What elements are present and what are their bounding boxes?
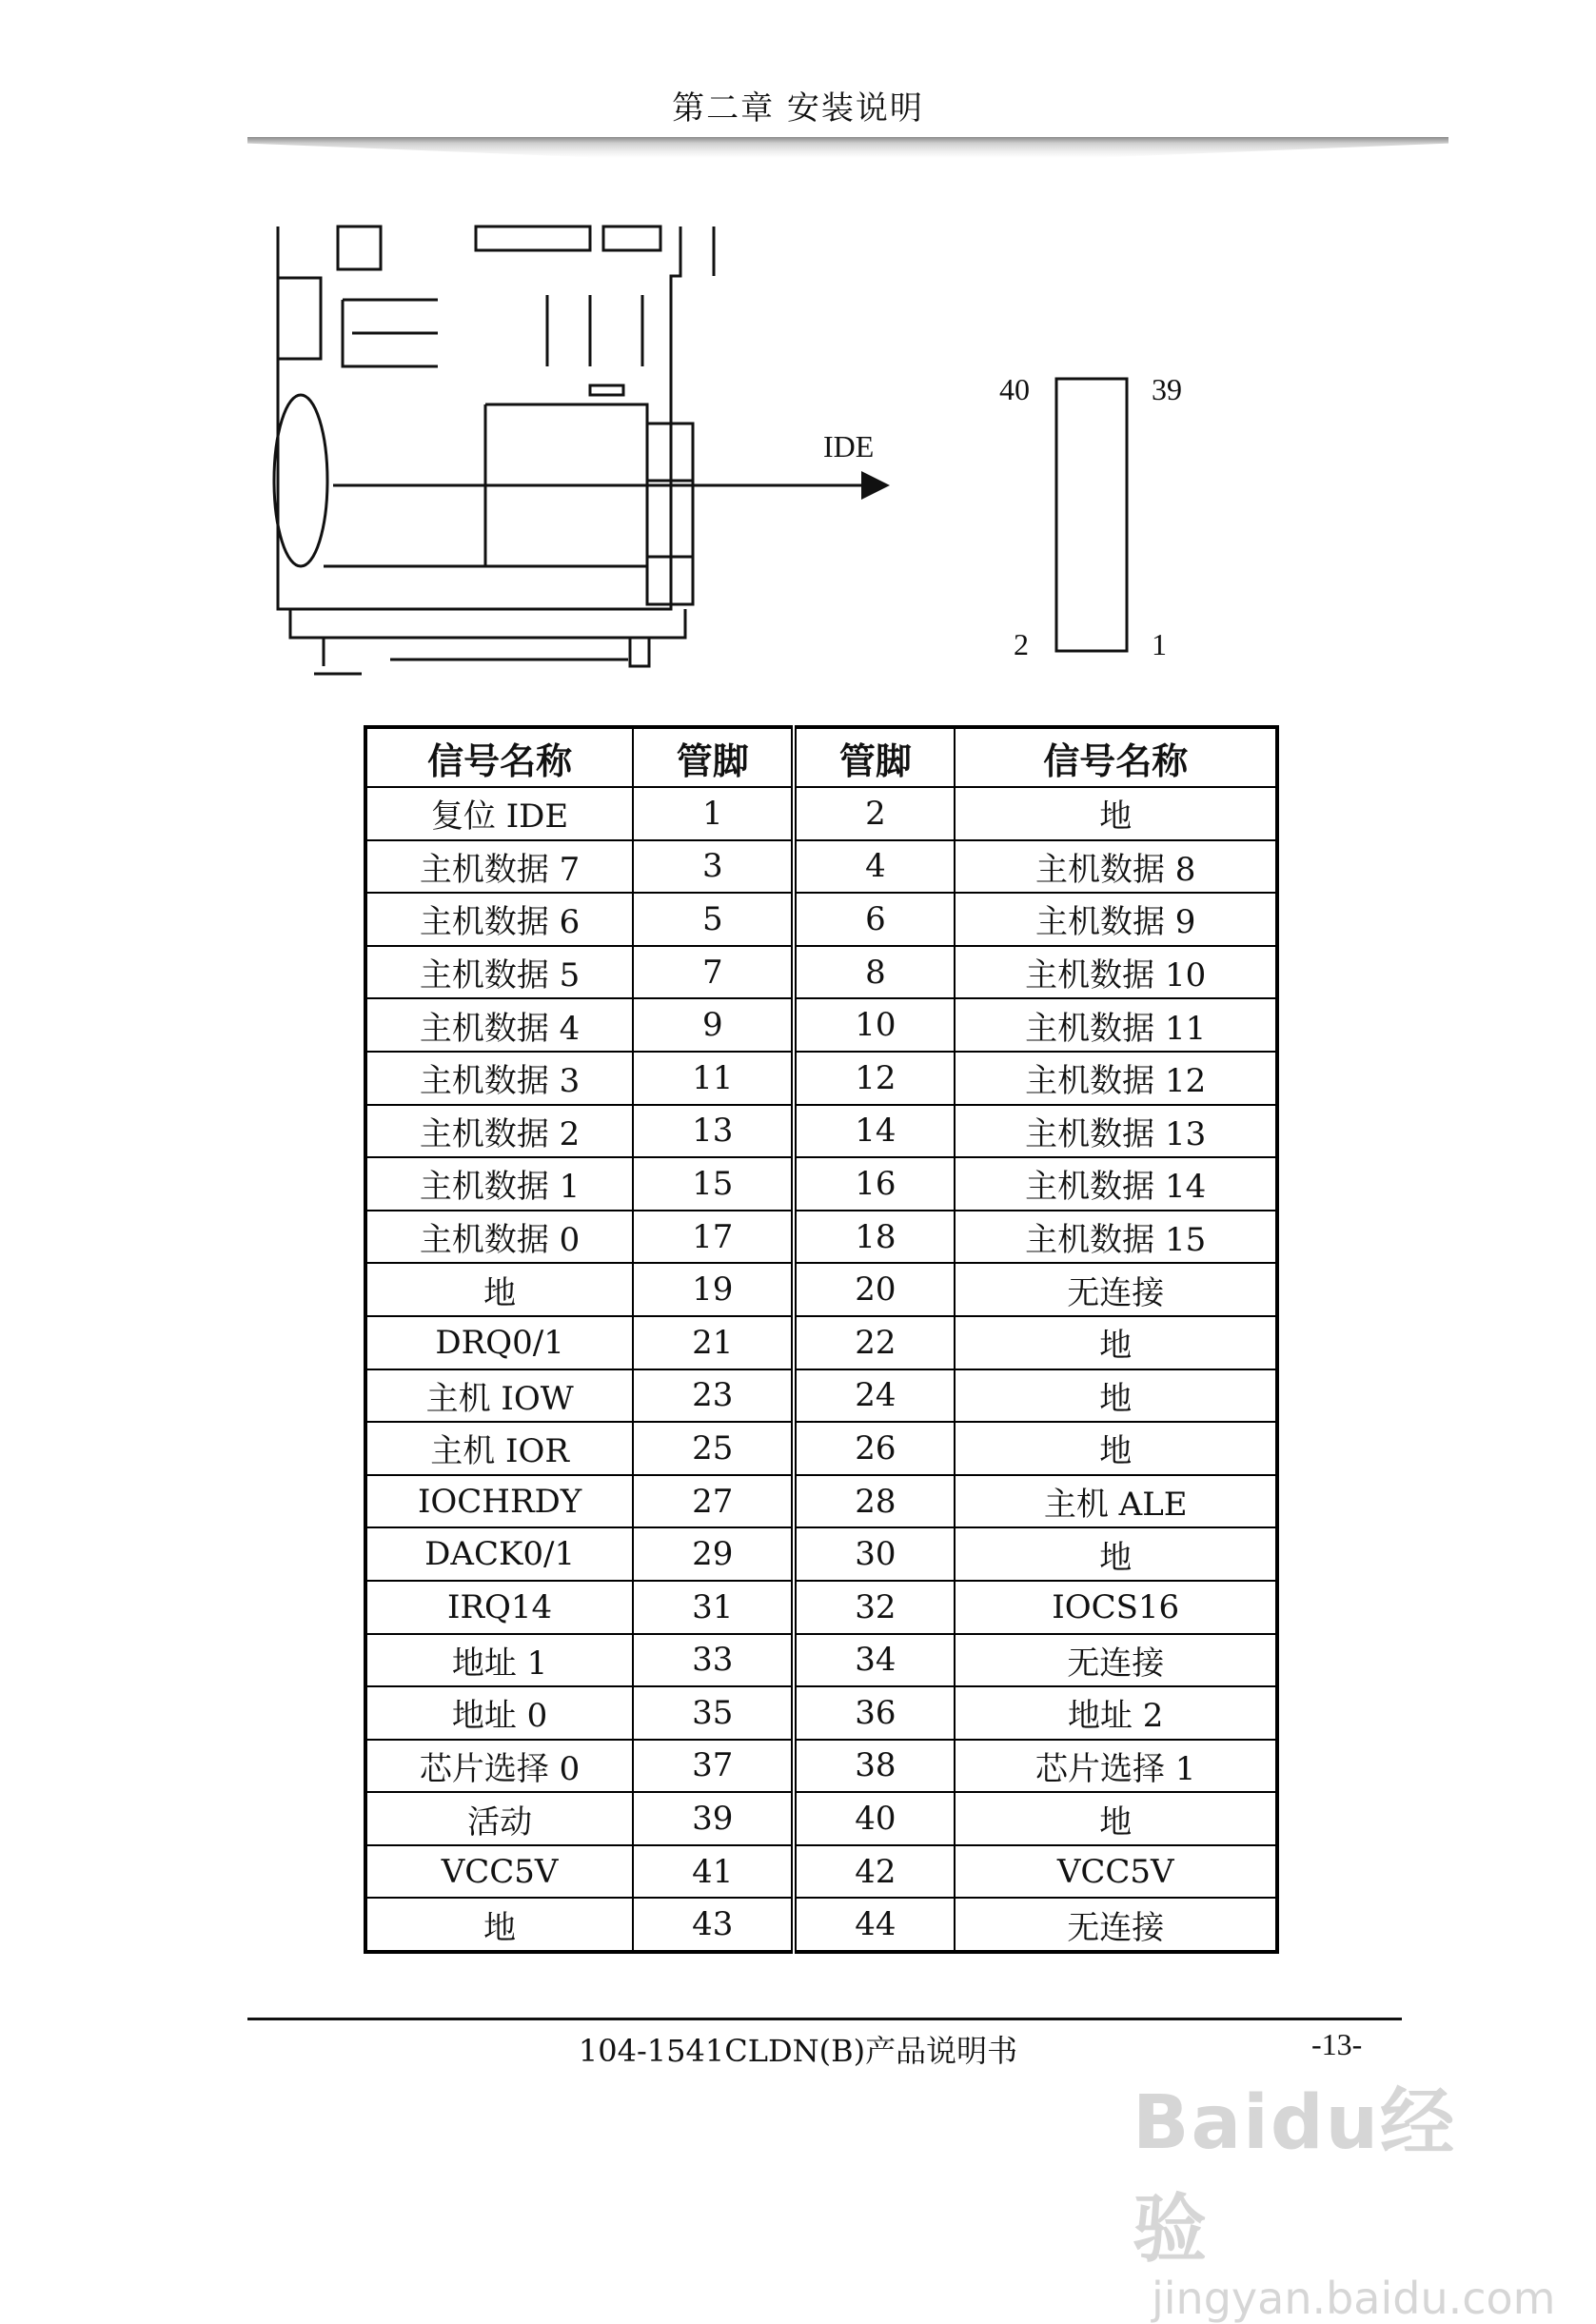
table-row — [365, 1527, 1277, 1581]
cell-signal-left: 主机数据 6 — [365, 893, 633, 946]
cell-signal-left: DACK0/1 — [365, 1527, 633, 1581]
table-row — [365, 1898, 1277, 1952]
cell-pin-left: 33 — [633, 1634, 794, 1687]
cell-pin-right: 30 — [794, 1527, 955, 1581]
cell-signal-right: 芯片选择 1 — [955, 1740, 1277, 1793]
cell-signal-right: 地 — [955, 1527, 1277, 1581]
page-number: -13- — [1311, 2027, 1363, 2061]
cell-pin-left: 7 — [633, 946, 794, 999]
cell-pin-right: 22 — [794, 1316, 955, 1369]
cell-signal-right: 主机数据 11 — [955, 998, 1277, 1052]
cell-pin-right: 34 — [794, 1634, 955, 1687]
cell-signal-right: 主机数据 13 — [955, 1105, 1277, 1158]
cell-pin-left: 13 — [633, 1105, 794, 1158]
cell-pin-left: 17 — [633, 1211, 794, 1264]
cell-signal-right: 主机数据 14 — [955, 1157, 1277, 1211]
table-row — [365, 1845, 1277, 1899]
cell-pin-left: 15 — [633, 1157, 794, 1211]
col-header-pin-left: 管脚 — [633, 727, 794, 787]
baidu-watermark — [1133, 2063, 1556, 2324]
pin-40-label: 40 — [999, 372, 1030, 406]
footer-doc-title: 104-1541CLDN(B)产品说明书 — [578, 2033, 1018, 2069]
cell-signal-left: 主机数据 2 — [365, 1105, 633, 1158]
motherboard-outline — [274, 226, 714, 674]
cell-signal-left: 地 — [365, 1263, 633, 1316]
watermark-logo: Baidu经验 — [1133, 2080, 1457, 2273]
cell-pin-left: 1 — [633, 787, 794, 840]
table-row — [365, 1581, 1277, 1634]
table-row — [365, 1634, 1277, 1687]
cell-pin-right: 20 — [794, 1263, 955, 1316]
table-row — [365, 840, 1277, 894]
cell-signal-right: VCC5V — [955, 1845, 1277, 1899]
col-header-signal-right: 信号名称 — [955, 727, 1277, 787]
footer-divider — [247, 2018, 1402, 2020]
cell-pin-right: 38 — [794, 1740, 955, 1793]
cell-signal-right: IOCS16 — [955, 1581, 1277, 1634]
table-row — [365, 998, 1277, 1052]
table-row — [365, 787, 1277, 840]
cell-signal-left: 活动 — [365, 1792, 633, 1845]
cell-signal-left: 地址 0 — [365, 1686, 633, 1740]
cell-signal-right: 主机数据 10 — [955, 946, 1277, 999]
table-row — [365, 893, 1277, 946]
cell-signal-left: 主机数据 4 — [365, 998, 633, 1052]
table-row — [365, 1422, 1277, 1475]
cell-signal-left: 复位 IDE — [365, 787, 633, 840]
cell-signal-right: 主机数据 15 — [955, 1211, 1277, 1264]
table-row — [365, 1475, 1277, 1528]
ide-arrow-head — [861, 471, 890, 500]
cell-signal-left: 主机数据 5 — [365, 946, 633, 999]
cell-pin-right: 28 — [794, 1475, 955, 1528]
table-row — [365, 1263, 1277, 1316]
table-row — [365, 1316, 1277, 1369]
table-row — [365, 946, 1277, 999]
table-row — [365, 1369, 1277, 1423]
ide-label: IDE — [823, 429, 875, 463]
cell-pin-left: 23 — [633, 1369, 794, 1423]
cell-pin-right: 8 — [794, 946, 955, 999]
cell-pin-right: 12 — [794, 1052, 955, 1105]
table-row — [365, 1686, 1277, 1740]
cell-signal-right: 地 — [955, 1369, 1277, 1423]
cell-pin-right: 10 — [794, 998, 955, 1052]
cell-pin-right: 14 — [794, 1105, 955, 1158]
cell-pin-left: 39 — [633, 1792, 794, 1845]
cell-pin-right: 32 — [794, 1581, 955, 1634]
cell-pin-left: 43 — [633, 1898, 794, 1952]
ide-pin-table — [364, 725, 1279, 1954]
cell-signal-left: DRQ0/1 — [365, 1316, 633, 1369]
pin-2-label: 2 — [1014, 627, 1029, 661]
cell-signal-left: 地 — [365, 1898, 633, 1952]
cell-signal-left: IRQ14 — [365, 1581, 633, 1634]
ide-header-outline — [1056, 379, 1127, 651]
cell-pin-left: 35 — [633, 1686, 794, 1740]
cell-signal-left: 主机 IOR — [365, 1422, 633, 1475]
cell-pin-left: 25 — [633, 1422, 794, 1475]
cell-pin-left: 31 — [633, 1581, 794, 1634]
cell-pin-left: 3 — [633, 840, 794, 894]
cell-pin-right: 2 — [794, 787, 955, 840]
cell-pin-left: 5 — [633, 893, 794, 946]
cell-signal-right: 主机数据 8 — [955, 840, 1277, 894]
col-header-signal-left: 信号名称 — [365, 727, 633, 787]
cell-pin-left: 27 — [633, 1475, 794, 1528]
cell-signal-right: 无连接 — [955, 1263, 1277, 1316]
col-header-pin-right: 管脚 — [794, 727, 955, 787]
cell-pin-left: 11 — [633, 1052, 794, 1105]
cell-signal-right: 主机 ALE — [955, 1475, 1277, 1528]
cell-pin-left: 21 — [633, 1316, 794, 1369]
cell-signal-right: 无连接 — [955, 1898, 1277, 1952]
cell-pin-right: 26 — [794, 1422, 955, 1475]
cell-signal-right: 地 — [955, 1422, 1277, 1475]
table-row — [365, 1740, 1277, 1793]
pin-39-label: 39 — [1152, 372, 1182, 406]
cell-signal-left: 地址 1 — [365, 1634, 633, 1687]
cell-signal-left: 主机数据 0 — [365, 1211, 633, 1264]
cell-signal-right: 无连接 — [955, 1634, 1277, 1687]
cell-signal-right: 地 — [955, 1316, 1277, 1369]
cell-signal-right: 地址 2 — [955, 1686, 1277, 1740]
cell-pin-right: 42 — [794, 1845, 955, 1899]
table-row — [365, 1157, 1277, 1211]
watermark-url: jingyan.baidu.com — [1152, 2273, 1556, 2324]
cell-pin-right: 6 — [794, 893, 955, 946]
page-header-title: 第二章 安装说明 — [672, 89, 924, 128]
cell-signal-right: 地 — [955, 787, 1277, 840]
table-header-row — [365, 727, 1277, 787]
cell-pin-left: 41 — [633, 1845, 794, 1899]
cell-pin-right: 4 — [794, 840, 955, 894]
cell-pin-left: 19 — [633, 1263, 794, 1316]
cell-pin-right: 44 — [794, 1898, 955, 1952]
header-divider — [247, 137, 1448, 158]
cell-signal-left: 主机数据 1 — [365, 1157, 633, 1211]
table-row — [365, 1105, 1277, 1158]
cell-pin-right: 40 — [794, 1792, 955, 1845]
cell-signal-left: 主机数据 7 — [365, 840, 633, 894]
cell-pin-right: 18 — [794, 1211, 955, 1264]
cell-signal-right: 主机数据 9 — [955, 893, 1277, 946]
cell-signal-left: IOCHRDY — [365, 1475, 633, 1528]
pin-1-label: 1 — [1152, 627, 1167, 661]
table-row — [365, 1052, 1277, 1105]
cell-pin-left: 29 — [633, 1527, 794, 1581]
table-row — [365, 1211, 1277, 1264]
cell-signal-left: 主机数据 3 — [365, 1052, 633, 1105]
cell-signal-left: 主机 IOW — [365, 1369, 633, 1423]
cell-signal-right: 地 — [955, 1792, 1277, 1845]
table-row — [365, 1792, 1277, 1845]
cell-pin-left: 9 — [633, 998, 794, 1052]
cell-pin-right: 16 — [794, 1157, 955, 1211]
cell-signal-left: VCC5V — [365, 1845, 633, 1899]
cell-pin-right: 24 — [794, 1369, 955, 1423]
ide-connector-diagram — [266, 219, 1218, 695]
cell-signal-right: 主机数据 12 — [955, 1052, 1277, 1105]
cell-pin-right: 36 — [794, 1686, 955, 1740]
cell-signal-left: 芯片选择 0 — [365, 1740, 633, 1793]
cell-pin-left: 37 — [633, 1740, 794, 1793]
